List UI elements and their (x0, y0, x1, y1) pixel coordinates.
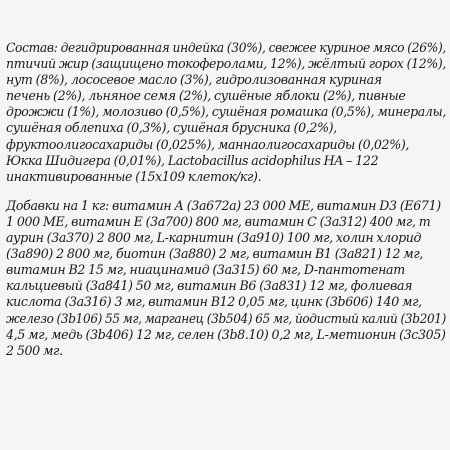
composition-line: Юкка Шидигера (0,01%), Lactobacillus acidophilus HA – 122 (6, 152, 379, 168)
additives-line: (3а890) 2 800 мг, биотин (3а880) 2 мг, витамин В1 (3а821) 12 мг, (6, 246, 424, 262)
composition-line: печень (2%), льняное семя (2%), сушёные яблоки (2%), пивные (6, 88, 406, 104)
additives-line: кальциевый (3а841) 50 мг, витамин В6 (3а831) 12 мг, фолиевая (6, 278, 413, 294)
composition-line: сушёная облепиха (0,3%), сушёная брусника (0,2%), (6, 120, 337, 136)
additives-line: железо (3b106) 55 мг, марганец (3b504) 65 мг, йодистый калий (3b201) (6, 310, 446, 326)
composition-line: Состав: дегидрированная индейка (30%), свежее куриное мясо (26%), (6, 40, 446, 55)
additives-line: 2 500 мг. (6, 342, 63, 358)
additives-paragraph (6, 198, 446, 359)
composition-line: нут (8%), лососевое масло (3%), гидролизованная куриная (6, 72, 382, 88)
composition-line: инактивированные (15х109 клеток/кг). (6, 168, 262, 184)
composition-line: птичий жир (защищено токоферолами, 12%), жёлтый горох (12%), (6, 56, 446, 72)
additives-line: 1 000 МЕ, витамин Е (3а700) 800 мг, витамин С (3а312) 400 мг, т (6, 213, 431, 229)
composition-line: дрожжи (1%), молозиво (0,5%), сушёная ромашка (0,5%), минералы, (6, 104, 446, 120)
composition-paragraph (6, 40, 446, 185)
additives-line: аурин (3а370) 2 800 мг, L-карнитин (3а910) 100 мг, холин хлорид (6, 230, 422, 246)
additives-line: Добавки на 1 кг: витамин А (3а672а) 23 000 МЕ, витамин D3 (Е671) (6, 197, 441, 213)
additives-line: 4,5 мг, медь (3b406) 12 мг, селен (3b8.10) 0,2 мг, L-метионин (3c305) (6, 326, 446, 342)
additives-line: витамин В2 15 мг, ниацинамид (3а315) 60 мг, D-пантотенат (6, 262, 405, 278)
composition-line: фруктоолигосахариды (0,025%), маннаолигосахариды (0,02%), (6, 136, 410, 152)
additives-line: кислота (3а316) 3 мг, витамин В12 0,05 мг, цинк (3b606) 140 мг, (6, 294, 422, 310)
